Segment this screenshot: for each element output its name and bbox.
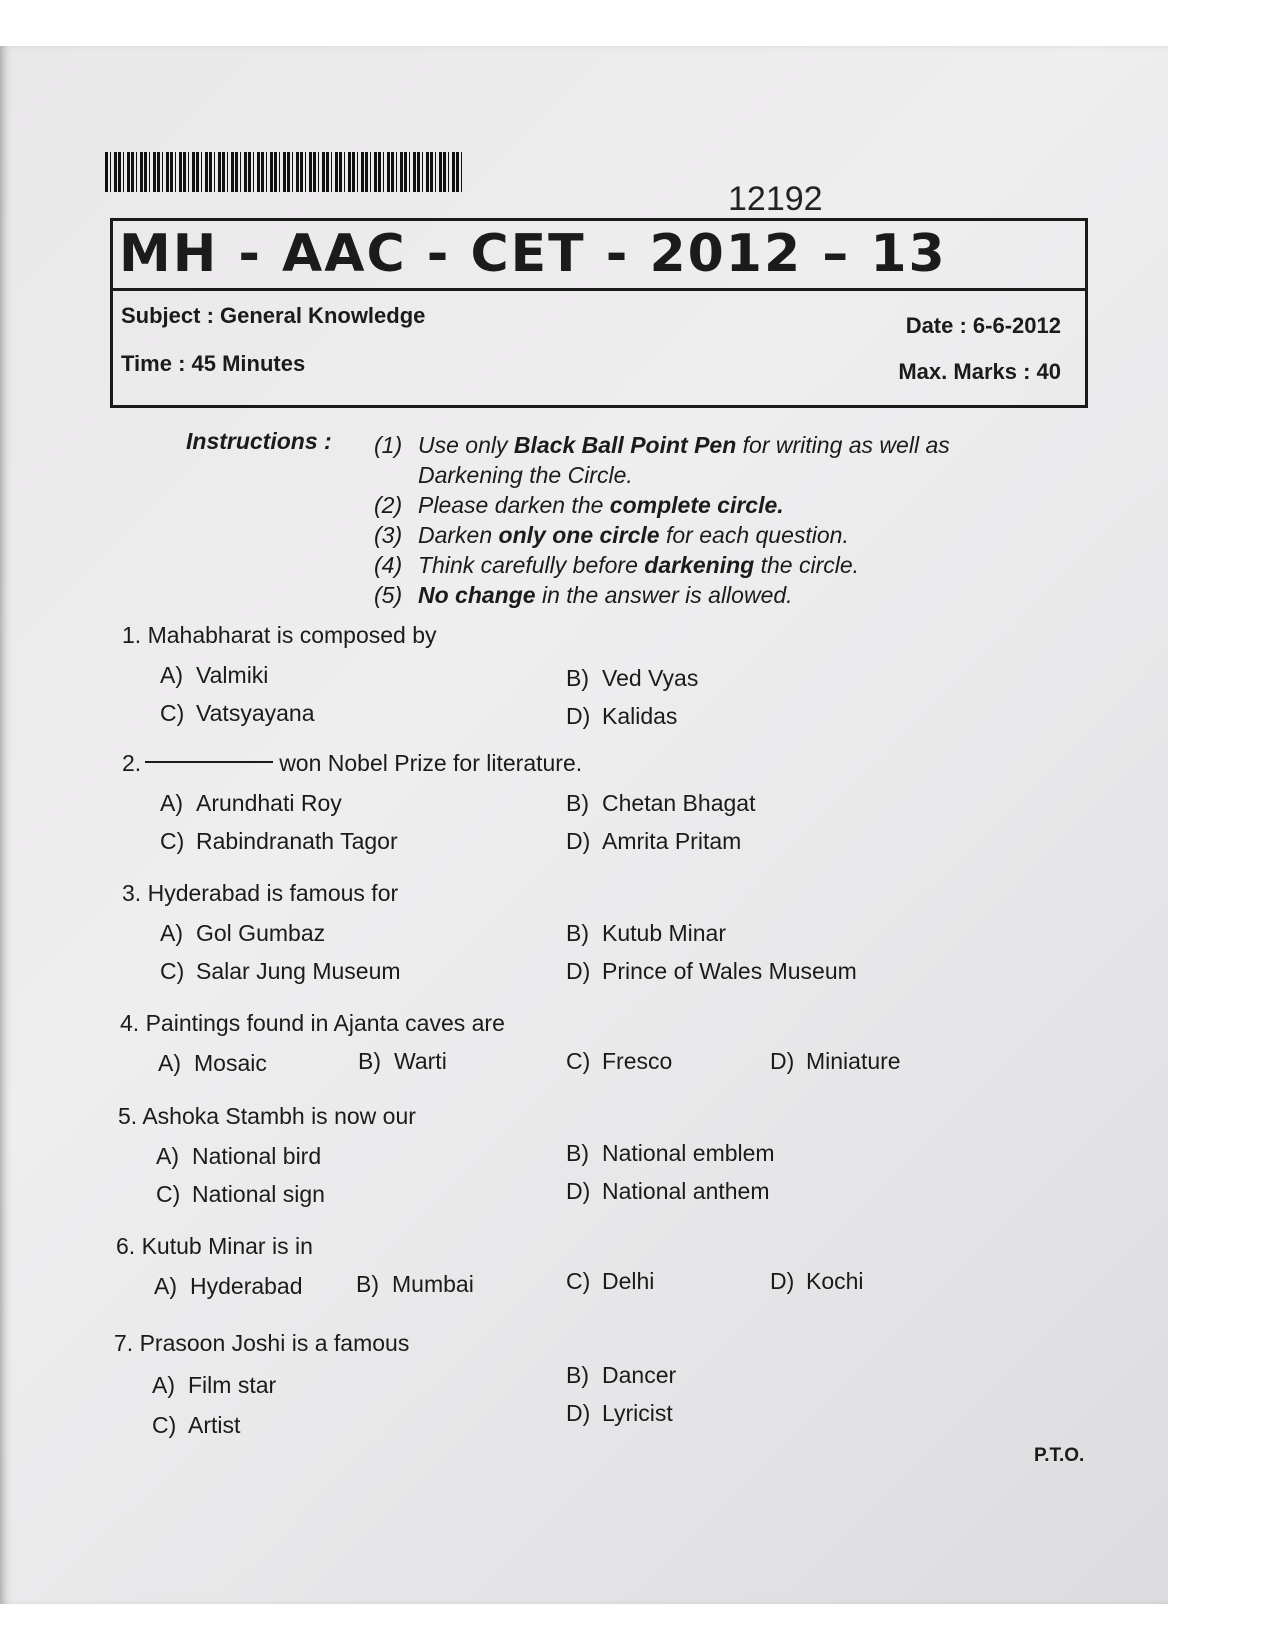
barcode [105,152,465,192]
time: Time : 45 Minutes [121,351,306,376]
instruction-item: (1) Use only Black Ball Point Pen for writing as well as Darkening the Circle. [374,432,950,488]
q3-option-c: C) Salar Jung Museum [160,958,401,984]
instructions-label: Instructions : [186,428,332,454]
q6-option-d: D) Kochi [770,1268,864,1294]
header-box [110,218,1088,408]
q6-option-b: B) Mumbai [356,1271,474,1297]
q3-option-b: B) Kutub Minar [566,920,727,946]
q2-option-b: B) Chetan Bhagat [566,790,756,816]
q6-option-a: A) Hyderabad [154,1273,303,1299]
q4-option-d: D) Miniature [770,1048,901,1074]
q6-option-c: C) Delhi [566,1268,655,1294]
date: Date : 6-6-2012 [905,313,1061,338]
q1-option-c: C) Vatsyayana [160,700,315,726]
answer-blank [145,761,273,763]
q5-option-b: B) National emblem [566,1140,775,1166]
instruction-item: (4) Think carefully before darkening the circle. [374,552,860,578]
instruction-item: (5) No change in the answer is allowed. [374,582,793,608]
pto-marker: P.T.O. [1034,1445,1085,1466]
question-3: 3. Hyderabad is famous for [122,880,399,906]
question-6: 6. Kutub Minar is in [116,1233,313,1259]
q7-option-c: C) Artist [152,1412,241,1438]
question-1: 1. Mahabharat is composed by [122,622,437,648]
subject: Subject : General Knowledge [121,303,426,328]
q3-option-d: D) Prince of Wales Museum [566,958,857,984]
q1-option-a: A) Valmiki [160,662,269,688]
q5-option-a: A) National bird [156,1143,322,1169]
q2-option-c: C) Rabindranath Tagor [160,828,398,854]
q2-option-d: D) Amrita Pritam [566,828,742,854]
instructions-list [374,430,1054,610]
question-4: 4. Paintings found in Ajanta caves are [120,1010,505,1036]
question-7: 7. Prasoon Joshi is a famous [114,1330,410,1356]
q1-option-d: D) Kalidas [566,703,678,729]
instruction-item: (2) Please darken the complete circle. [374,492,784,518]
question-2: 2. won Nobel Prize for literature. [122,750,583,776]
q2-option-a: A) Arundhati Roy [160,790,342,816]
q7-option-d: D) Lyricist [566,1400,673,1426]
question-5: 5. Ashoka Stambh is now our [118,1103,416,1129]
q5-option-d: D) National anthem [566,1178,770,1204]
q3-option-a: A) Gol Gumbaz [160,920,326,946]
q4-option-b: B) Warti [358,1048,447,1074]
q7-option-b: B) Dancer [566,1362,677,1388]
q7-option-a: A) Film star [152,1372,277,1398]
q1-option-b: B) Ved Vyas [566,665,699,691]
q5-option-c: C) National sign [156,1181,325,1207]
serial-number: 12192 [728,180,823,218]
q4-option-c: C) Fresco [566,1048,673,1074]
q4-option-a: A) Mosaic [158,1050,267,1076]
max-marks: Max. Marks : 40 [898,359,1061,384]
exam-title: MH - AAC - CET - 2012 – 13 [113,221,1085,291]
instruction-item: (3) Darken only one circle for each question. [374,522,849,548]
